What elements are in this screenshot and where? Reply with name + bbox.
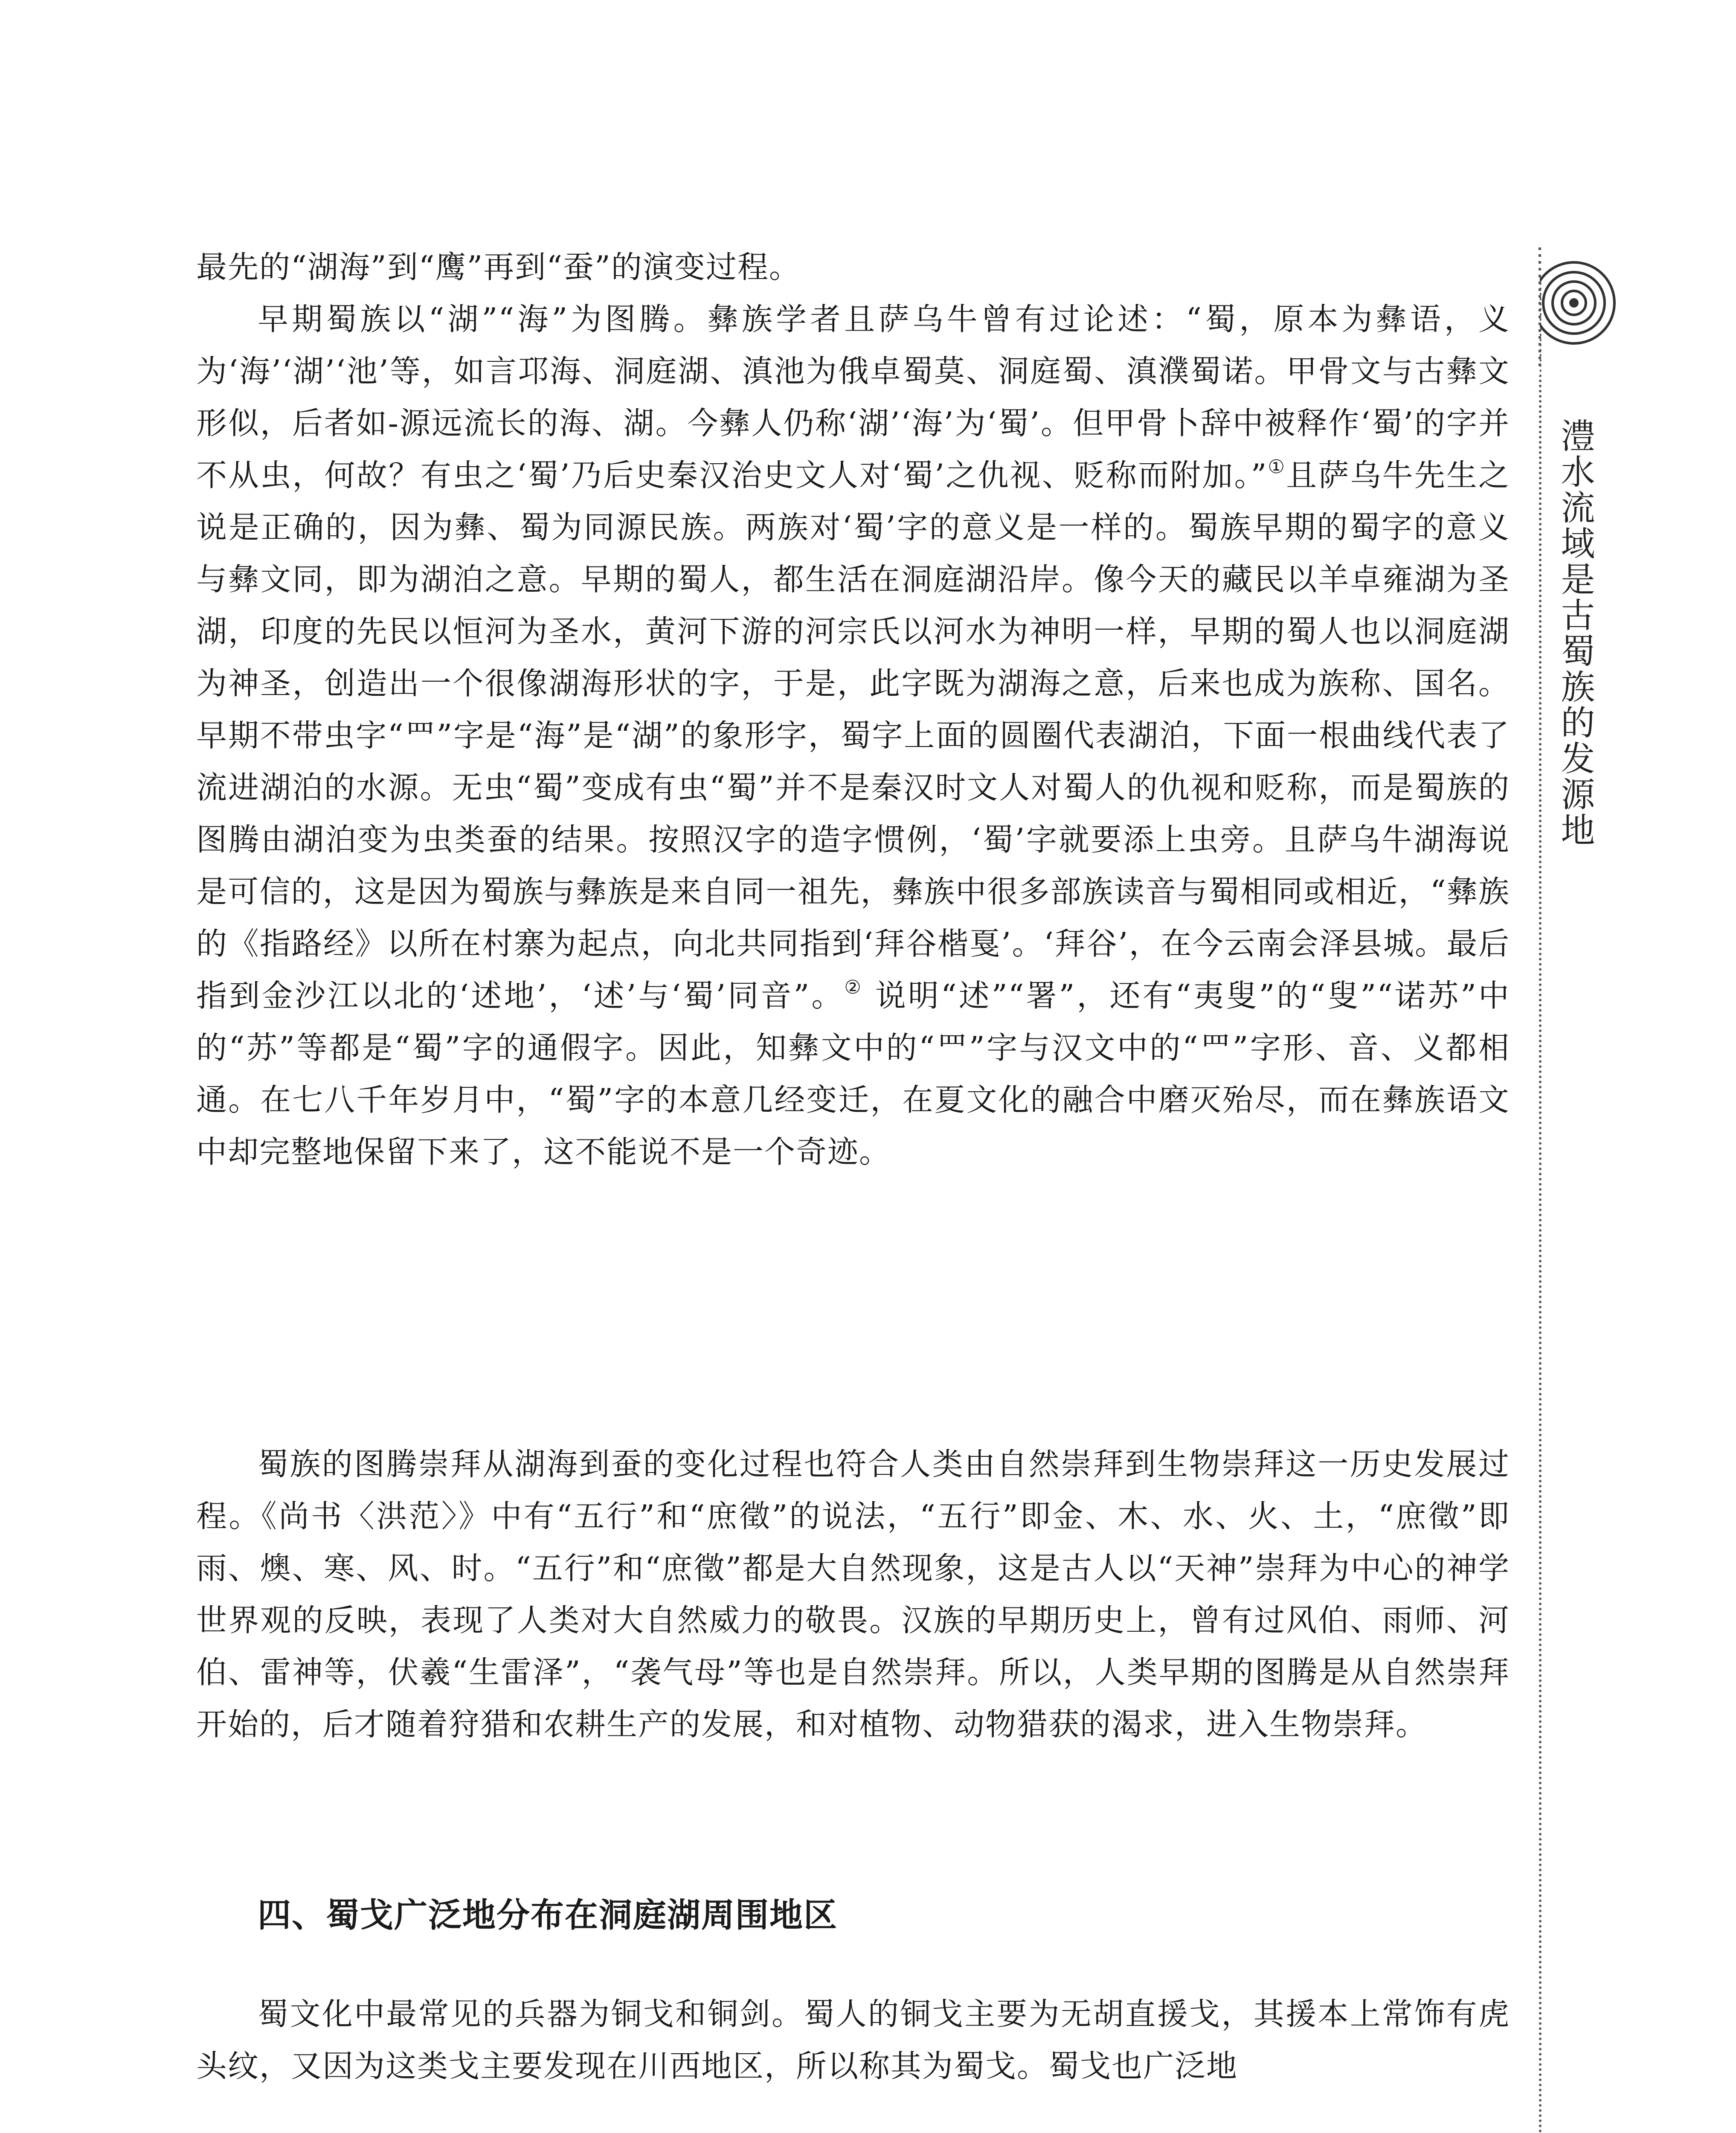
paragraph-2 [196,1438,1510,1750]
paragraph-3-text: 蜀文化中最常见的兵器为铜戈和铜剑。蜀人的铜戈主要为无胡直援戈，其援本上常饰有虎头纹，又因为这类戈主要发现在川西地区，所以称其为蜀戈。蜀戈也广泛地 [196,1996,1510,2084]
paragraph-1 [196,293,1510,1178]
paragraph-1-part-c: 说明“述”“署”，还有“夷叟”的“叟”“诺苏”中的“苏”等都是“蜀”字的通假字。因此，知彝文中的“罒”字与汉文中的“罒”字形、音、义都相通。在七八千年岁月中，“蜀”字的本意几经变迁，在夏文化的融合中磨灭殆尽，而在彝族语文中却完整地保留下来了，这不能说不是一个奇迹。 [196,978,1510,1170]
paragraph-3 [196,1988,1510,2092]
side-dotted-rule [1539,277,1541,2133]
paragraph-1-text [196,293,1510,1178]
section-heading: 四、蜀戈广泛地分布在洞庭湖周围地区 [258,1896,838,1935]
body-first-line [196,241,1510,293]
paragraph-1-part-a: 早期蜀族以“湖”“海”为图腾。彝族学者且萨乌牛曾有过论述：“蜀，原本为彝语，义为‘海’‘湖’‘池’等，如言邛海、洞庭湖、滇池为俄卓蜀莫、洞庭蜀、滇濮蜀诺。甲骨文与古彝文形似，后者如-源远流长的海、湖。今彝人仍称‘湖’‘海’为‘蜀’。但甲骨卜辞中被释作‘蜀’的字并不从虫，何故？有虫之‘蜀’乃后史秦汉治史文人对‘蜀’之仇视、贬称而附加。” [196,301,1510,493]
cloud-ornament-icon [1527,239,1621,375]
footnote-ref-2[interactable]: ② [844,976,863,998]
running-title: 澧水流域是古蜀族的发源地 [1555,418,1595,848]
paragraph-1-part-b: 且萨乌牛先生之说是正确的，因为彝、蜀为同源民族。两族对‘蜀’字的意义是一样的。蜀族早期的蜀字的意义与彝文同，即为湖泊之意。早期的蜀人，都生活在洞庭湖沿岸。像今天的藏民以羊卓雍湖为圣湖，印度的先民以恒河为圣水，黄河下游的河宗氏以河水为神明一样，早期的蜀人也以洞庭湖为神圣，创造出一个很像湖海形状的字，于是，此字既为湖海之意，后来也成为族称、国名。早期不带虫字“罒”字是“海”是“湖”的象形字，蜀字上面的圆圈代表湖泊，下面一根曲线代表了流进湖泊的水源。无虫“蜀”变成有虫“蜀”并不是秦汉时文人对蜀人的仇视和贬称，而是蜀族的图腾由湖泊变为虫类蚕的结果。按照汉字的造字惯例，‘蜀’字就要添上虫旁。且萨乌牛湖海说是可信的，这是因为蜀族与彝族是来自同一祖先，彝族中很多部族读音与蜀相同或相近，“彝族的《指路经》以所在村寨为起点，向北共同指到‘拜谷楷戛’。‘拜谷’，在今云南会泽县城。最后指到金沙江以北的‘述地’，‘述’与‘蜀’同音”。 [196,457,1510,1014]
footnote-ref-1[interactable]: ① [1267,456,1286,478]
first-line-text: 最先的“湖海”到“鹰”再到“蚕”的演变过程。 [196,249,801,285]
paragraph-2-text: 蜀族的图腾崇拜从湖海到蚕的变化过程也符合人类由自然崇拜到生物崇拜这一历史发展过程。《尚书〈洪范〉》中有“五行”和“庶徵”的说法，“五行”即金、木、水、火、土，“庶徵”即雨、燠、寒、风、时。“五行”和“庶徵”都是大自然现象，这是古人以“天神”崇拜为中心的神学世界观的反映，表现了人类对大自然威力的敬畏。汉族的早期历史上，曾有过风伯、雨师、河伯、雷神等，伏羲“生雷泽”，“袭气母”等也是自然崇拜。所以，人类早期的图腾是从自然崇拜开始的，后才随着狩猎和农耕生产的发展，和对植物、动物猎获的渴求，进入生物崇拜。 [196,1446,1510,1742]
